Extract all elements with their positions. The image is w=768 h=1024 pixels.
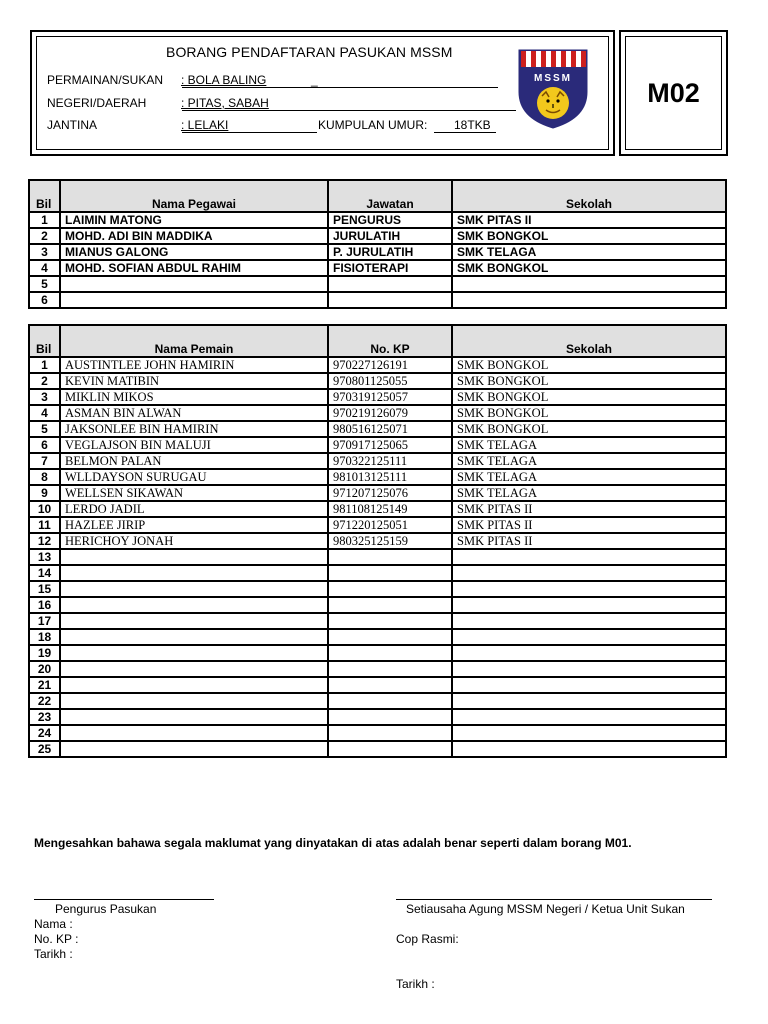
row-number: 19 xyxy=(29,645,60,661)
sport-label: PERMAINAN/SUKAN xyxy=(47,73,164,87)
officer-name xyxy=(60,276,328,292)
table-row xyxy=(29,469,726,485)
player-name: HAZLEE JIRIP xyxy=(60,517,328,533)
row-number: 3 xyxy=(29,244,60,260)
player-name xyxy=(60,677,328,693)
form-code-box xyxy=(619,30,728,156)
row-number: 17 xyxy=(29,613,60,629)
officer-name: LAIMIN MATONG xyxy=(60,212,328,228)
officer-post: PENGURUS xyxy=(328,212,452,228)
row-number: 6 xyxy=(29,292,60,308)
player-ic-number: 980325125159 xyxy=(328,533,452,549)
left-signatory-role: Pengurus Pasukan xyxy=(55,902,157,916)
player-rows xyxy=(29,357,726,757)
row-number: 9 xyxy=(29,485,60,501)
table-row xyxy=(29,517,726,533)
row-number: 21 xyxy=(29,677,60,693)
kp-label: No. KP : xyxy=(34,932,79,946)
row-number: 25 xyxy=(29,741,60,757)
player-school: SMK PITAS II xyxy=(452,533,726,549)
player-ic-number: 980516125071 xyxy=(328,421,452,437)
player-ic-number xyxy=(328,725,452,741)
confirmation-statement: Mengesahkan bahawa segala maklumat yang dinyatakan di atas adalah benar seperti dalam borang M01. xyxy=(34,836,632,850)
player-name xyxy=(60,693,328,709)
player-school xyxy=(452,709,726,725)
player-name xyxy=(60,645,328,661)
officers-header-row xyxy=(29,180,726,212)
player-name: MIKLIN MIKOS xyxy=(60,389,328,405)
row-number: 20 xyxy=(29,661,60,677)
player-ic-number xyxy=(328,645,452,661)
row-number: 7 xyxy=(29,453,60,469)
player-school: SMK PITAS II xyxy=(452,517,726,533)
row-number: 3 xyxy=(29,389,60,405)
col-bil: Bil xyxy=(29,180,60,212)
table-row xyxy=(29,613,726,629)
sport-suffix: _ xyxy=(311,73,318,87)
row-number: 8 xyxy=(29,469,60,485)
player-school: SMK BONGKOL xyxy=(452,405,726,421)
player-school: SMK TELAGA xyxy=(452,453,726,469)
age-label: KUMPULAN UMUR: xyxy=(318,118,428,132)
row-number: 5 xyxy=(29,276,60,292)
table-row xyxy=(29,212,726,228)
table-row xyxy=(29,292,726,308)
player-ic-number: 970917125065 xyxy=(328,437,452,453)
officer-name: MOHD. SOFIAN ABDUL RAHIM xyxy=(60,260,328,276)
player-name xyxy=(60,597,328,613)
player-name: VEGLAJSON BIN MALUJI xyxy=(60,437,328,453)
player-ic-number: 970322125111 xyxy=(328,453,452,469)
player-ic-number xyxy=(328,597,452,613)
player-name xyxy=(60,549,328,565)
player-name: WLLDAYSON SURUGAU xyxy=(60,469,328,485)
col-nama-pemain: Nama Pemain xyxy=(60,325,328,357)
row-number: 23 xyxy=(29,709,60,725)
player-ic-number xyxy=(328,741,452,757)
player-ic-number xyxy=(328,677,452,693)
col-bil: Bil xyxy=(29,325,60,357)
officer-school: SMK BONGKOL xyxy=(452,228,726,244)
player-name: BELMON PALAN xyxy=(60,453,328,469)
player-ic-number: 970801125055 xyxy=(328,373,452,389)
player-school xyxy=(452,725,726,741)
left-signature-line xyxy=(34,899,214,900)
player-ic-number: 970227126191 xyxy=(328,357,452,373)
name-label: Nama : xyxy=(34,917,73,931)
player-school: SMK BONGKOL xyxy=(452,357,726,373)
sport-value: : BOLA BALING xyxy=(181,73,267,87)
player-ic-number: 981013125111 xyxy=(328,469,452,485)
player-name xyxy=(60,725,328,741)
player-ic-number: 971207125076 xyxy=(328,485,452,501)
table-row xyxy=(29,357,726,373)
officer-school xyxy=(452,292,726,308)
gender-label: JANTINA xyxy=(47,118,98,132)
player-school: SMK BONGKOL xyxy=(452,373,726,389)
player-ic-number xyxy=(328,565,452,581)
player-name xyxy=(60,565,328,581)
col-sekolah: Sekolah xyxy=(452,180,726,212)
right-signature-line xyxy=(396,899,712,900)
player-school xyxy=(452,549,726,565)
table-row xyxy=(29,741,726,757)
row-number: 11 xyxy=(29,517,60,533)
table-row xyxy=(29,373,726,389)
officer-post xyxy=(328,276,452,292)
officer-name xyxy=(60,292,328,308)
player-school: SMK BONGKOL xyxy=(452,421,726,437)
col-jawatan: Jawatan xyxy=(328,180,452,212)
table-row xyxy=(29,661,726,677)
table-row xyxy=(29,501,726,517)
player-name: JAKSONLEE BIN HAMIRIN xyxy=(60,421,328,437)
form-code: M02 xyxy=(625,36,722,150)
mssm-logo xyxy=(517,48,589,130)
table-row xyxy=(29,405,726,421)
player-school xyxy=(452,565,726,581)
table-row xyxy=(29,629,726,645)
row-number: 1 xyxy=(29,357,60,373)
row-number: 14 xyxy=(29,565,60,581)
row-number: 12 xyxy=(29,533,60,549)
player-ic-number xyxy=(328,549,452,565)
player-ic-number: 970319125057 xyxy=(328,389,452,405)
player-ic-number xyxy=(328,581,452,597)
table-row xyxy=(29,228,726,244)
row-number: 2 xyxy=(29,373,60,389)
player-ic-number xyxy=(328,613,452,629)
table-row xyxy=(29,260,726,276)
table-row xyxy=(29,693,726,709)
state-label: NEGERI/DAERAH xyxy=(47,96,147,110)
row-number: 5 xyxy=(29,421,60,437)
gender-underline xyxy=(182,132,317,133)
player-school xyxy=(452,677,726,693)
officer-name: MOHD. ADI BIN MADDIKA xyxy=(60,228,328,244)
table-row xyxy=(29,421,726,437)
player-school: SMK TELAGA xyxy=(452,469,726,485)
player-name: ASMAN BIN ALWAN xyxy=(60,405,328,421)
table-row xyxy=(29,485,726,501)
player-school: SMK TELAGA xyxy=(452,485,726,501)
player-name: HERICHOY JONAH xyxy=(60,533,328,549)
officer-post: JURULATIH xyxy=(328,228,452,244)
player-school xyxy=(452,693,726,709)
officer-school: SMK PITAS II xyxy=(452,212,726,228)
player-name: AUSTINTLEE JOHN HAMIRIN xyxy=(60,357,328,373)
officer-school: SMK TELAGA xyxy=(452,244,726,260)
col-nama-pegawai: Nama Pegawai xyxy=(60,180,328,212)
col-no-kp: No. KP xyxy=(328,325,452,357)
sport-underline xyxy=(182,87,498,88)
row-number: 22 xyxy=(29,693,60,709)
players-header-row xyxy=(29,325,726,357)
age-value: 18TKB xyxy=(454,118,491,132)
stamp-label: Cop Rasmi: xyxy=(396,932,459,946)
table-row xyxy=(29,709,726,725)
table-row xyxy=(29,565,726,581)
player-school xyxy=(452,661,726,677)
player-name xyxy=(60,661,328,677)
officer-name: MIANUS GALONG xyxy=(60,244,328,260)
row-number: 24 xyxy=(29,725,60,741)
player-name xyxy=(60,581,328,597)
player-name: LERDO JADIL xyxy=(60,501,328,517)
table-row xyxy=(29,437,726,453)
player-school xyxy=(452,597,726,613)
gender-value: : LELAKI xyxy=(181,118,229,132)
table-row xyxy=(29,533,726,549)
row-number: 2 xyxy=(29,228,60,244)
player-name xyxy=(60,709,328,725)
row-number: 1 xyxy=(29,212,60,228)
col-sekolah: Sekolah xyxy=(452,325,726,357)
player-ic-number xyxy=(328,693,452,709)
player-name xyxy=(60,629,328,645)
player-name xyxy=(60,741,328,757)
players-table xyxy=(28,324,727,758)
form-title: BORANG PENDAFTARAN PASUKAN MSSM xyxy=(166,44,453,60)
table-row xyxy=(29,581,726,597)
player-school xyxy=(452,741,726,757)
table-row xyxy=(29,597,726,613)
player-ic-number xyxy=(328,629,452,645)
player-school: SMK BONGKOL xyxy=(452,389,726,405)
player-name: KEVIN MATIBIN xyxy=(60,373,328,389)
table-row xyxy=(29,453,726,469)
table-row xyxy=(29,677,726,693)
row-number: 15 xyxy=(29,581,60,597)
player-school: SMK TELAGA xyxy=(452,437,726,453)
player-ic-number: 981108125149 xyxy=(328,501,452,517)
player-name: WELLSEN SIKAWAN xyxy=(60,485,328,501)
officer-post: FISIOTERAPI xyxy=(328,260,452,276)
player-school xyxy=(452,629,726,645)
table-row xyxy=(29,645,726,661)
right-signatory-role: Setiausaha Agung MSSM Negeri / Ketua Unit Sukan xyxy=(406,902,685,916)
player-ic-number: 970219126079 xyxy=(328,405,452,421)
row-number: 4 xyxy=(29,405,60,421)
table-row xyxy=(29,549,726,565)
player-ic-number xyxy=(328,661,452,677)
officers-table xyxy=(28,179,727,309)
officer-post xyxy=(328,292,452,308)
player-school xyxy=(452,613,726,629)
row-number: 10 xyxy=(29,501,60,517)
player-school: SMK PITAS II xyxy=(452,501,726,517)
player-school xyxy=(452,645,726,661)
state-underline xyxy=(182,110,516,111)
age-underline xyxy=(434,132,496,133)
table-row xyxy=(29,389,726,405)
player-name xyxy=(60,613,328,629)
player-ic-number xyxy=(328,709,452,725)
player-school xyxy=(452,581,726,597)
officer-school: SMK BONGKOL xyxy=(452,260,726,276)
officer-school xyxy=(452,276,726,292)
row-number: 16 xyxy=(29,597,60,613)
player-ic-number: 971220125051 xyxy=(328,517,452,533)
row-number: 6 xyxy=(29,437,60,453)
table-row xyxy=(29,244,726,260)
table-row xyxy=(29,725,726,741)
left-date-label: Tarikh : xyxy=(34,947,73,961)
row-number: 4 xyxy=(29,260,60,276)
right-date-label: Tarikh : xyxy=(396,977,435,991)
officer-post: P. JURULATIH xyxy=(328,244,452,260)
logo-text: MSSM xyxy=(534,73,572,84)
table-row xyxy=(29,276,726,292)
row-number: 13 xyxy=(29,549,60,565)
row-number: 18 xyxy=(29,629,60,645)
state-value: : PITAS, SABAH xyxy=(181,96,269,110)
